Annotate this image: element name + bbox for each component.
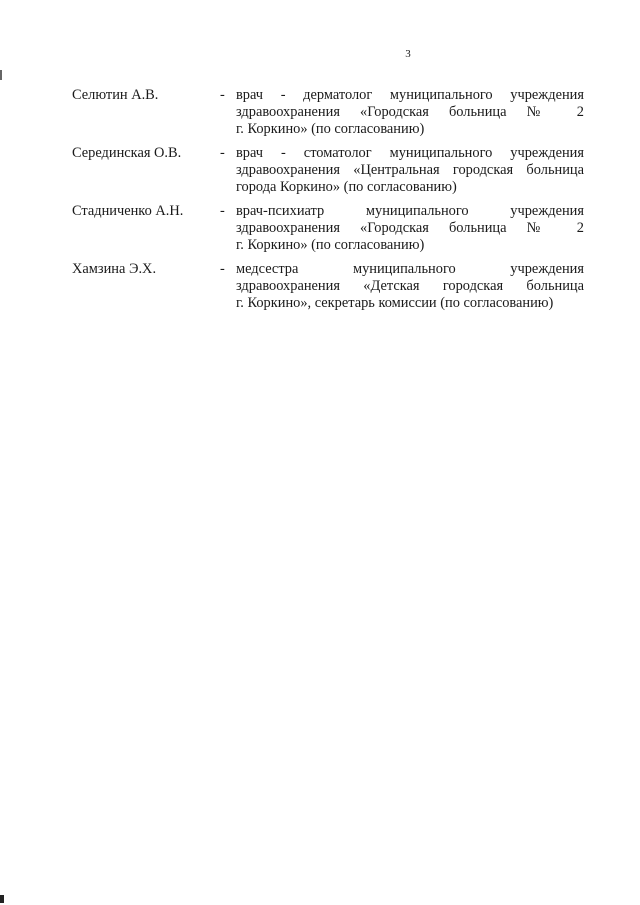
- description-line: г. Коркино» (по согласованию): [236, 121, 425, 137]
- description-line: врач - стоматолог муниципального учреждения: [236, 145, 584, 161]
- member-entry: [72, 145, 584, 196]
- description-line: здравоохранения «Детская городская больница: [236, 278, 584, 294]
- scan-mark: [0, 895, 4, 903]
- description-line: города Коркино» (по согласованию): [236, 179, 457, 195]
- description-line: врач - дерматолог муниципального учреждения: [236, 87, 584, 103]
- member-entry: [72, 203, 584, 254]
- member-description: [236, 203, 584, 254]
- member-dash: -: [220, 203, 225, 219]
- description-line: медсестра муниципального учреждения: [236, 261, 584, 277]
- page-number: 3: [405, 48, 411, 60]
- member-name: Стадниченко А.Н.: [72, 203, 184, 219]
- member-dash: -: [220, 261, 225, 277]
- description-line: г. Коркино», секретарь комиссии (по согласованию): [236, 295, 554, 311]
- description-line: здравоохранения «Городская больница № 2: [236, 104, 584, 120]
- member-entry: [72, 87, 584, 138]
- description-line: г. Коркино» (по согласованию): [236, 237, 425, 253]
- description-line: здравоохранения «Центральная городская больница: [236, 162, 584, 178]
- member-entry: [72, 261, 584, 312]
- description-line: здравоохранения «Городская больница № 2: [236, 220, 584, 236]
- commission-members-list: [72, 87, 584, 319]
- description-line: врач-психиатр муниципального учреждения: [236, 203, 584, 219]
- member-name: Селютин А.В.: [72, 87, 159, 103]
- member-description: [236, 145, 584, 196]
- member-dash: -: [220, 145, 225, 161]
- member-description: [236, 87, 584, 138]
- member-description: [236, 261, 584, 312]
- scan-mark: [0, 70, 2, 80]
- member-dash: -: [220, 87, 225, 103]
- member-name: Хамзина Э.Х.: [72, 261, 157, 277]
- member-name: Серединская О.В.: [72, 145, 182, 161]
